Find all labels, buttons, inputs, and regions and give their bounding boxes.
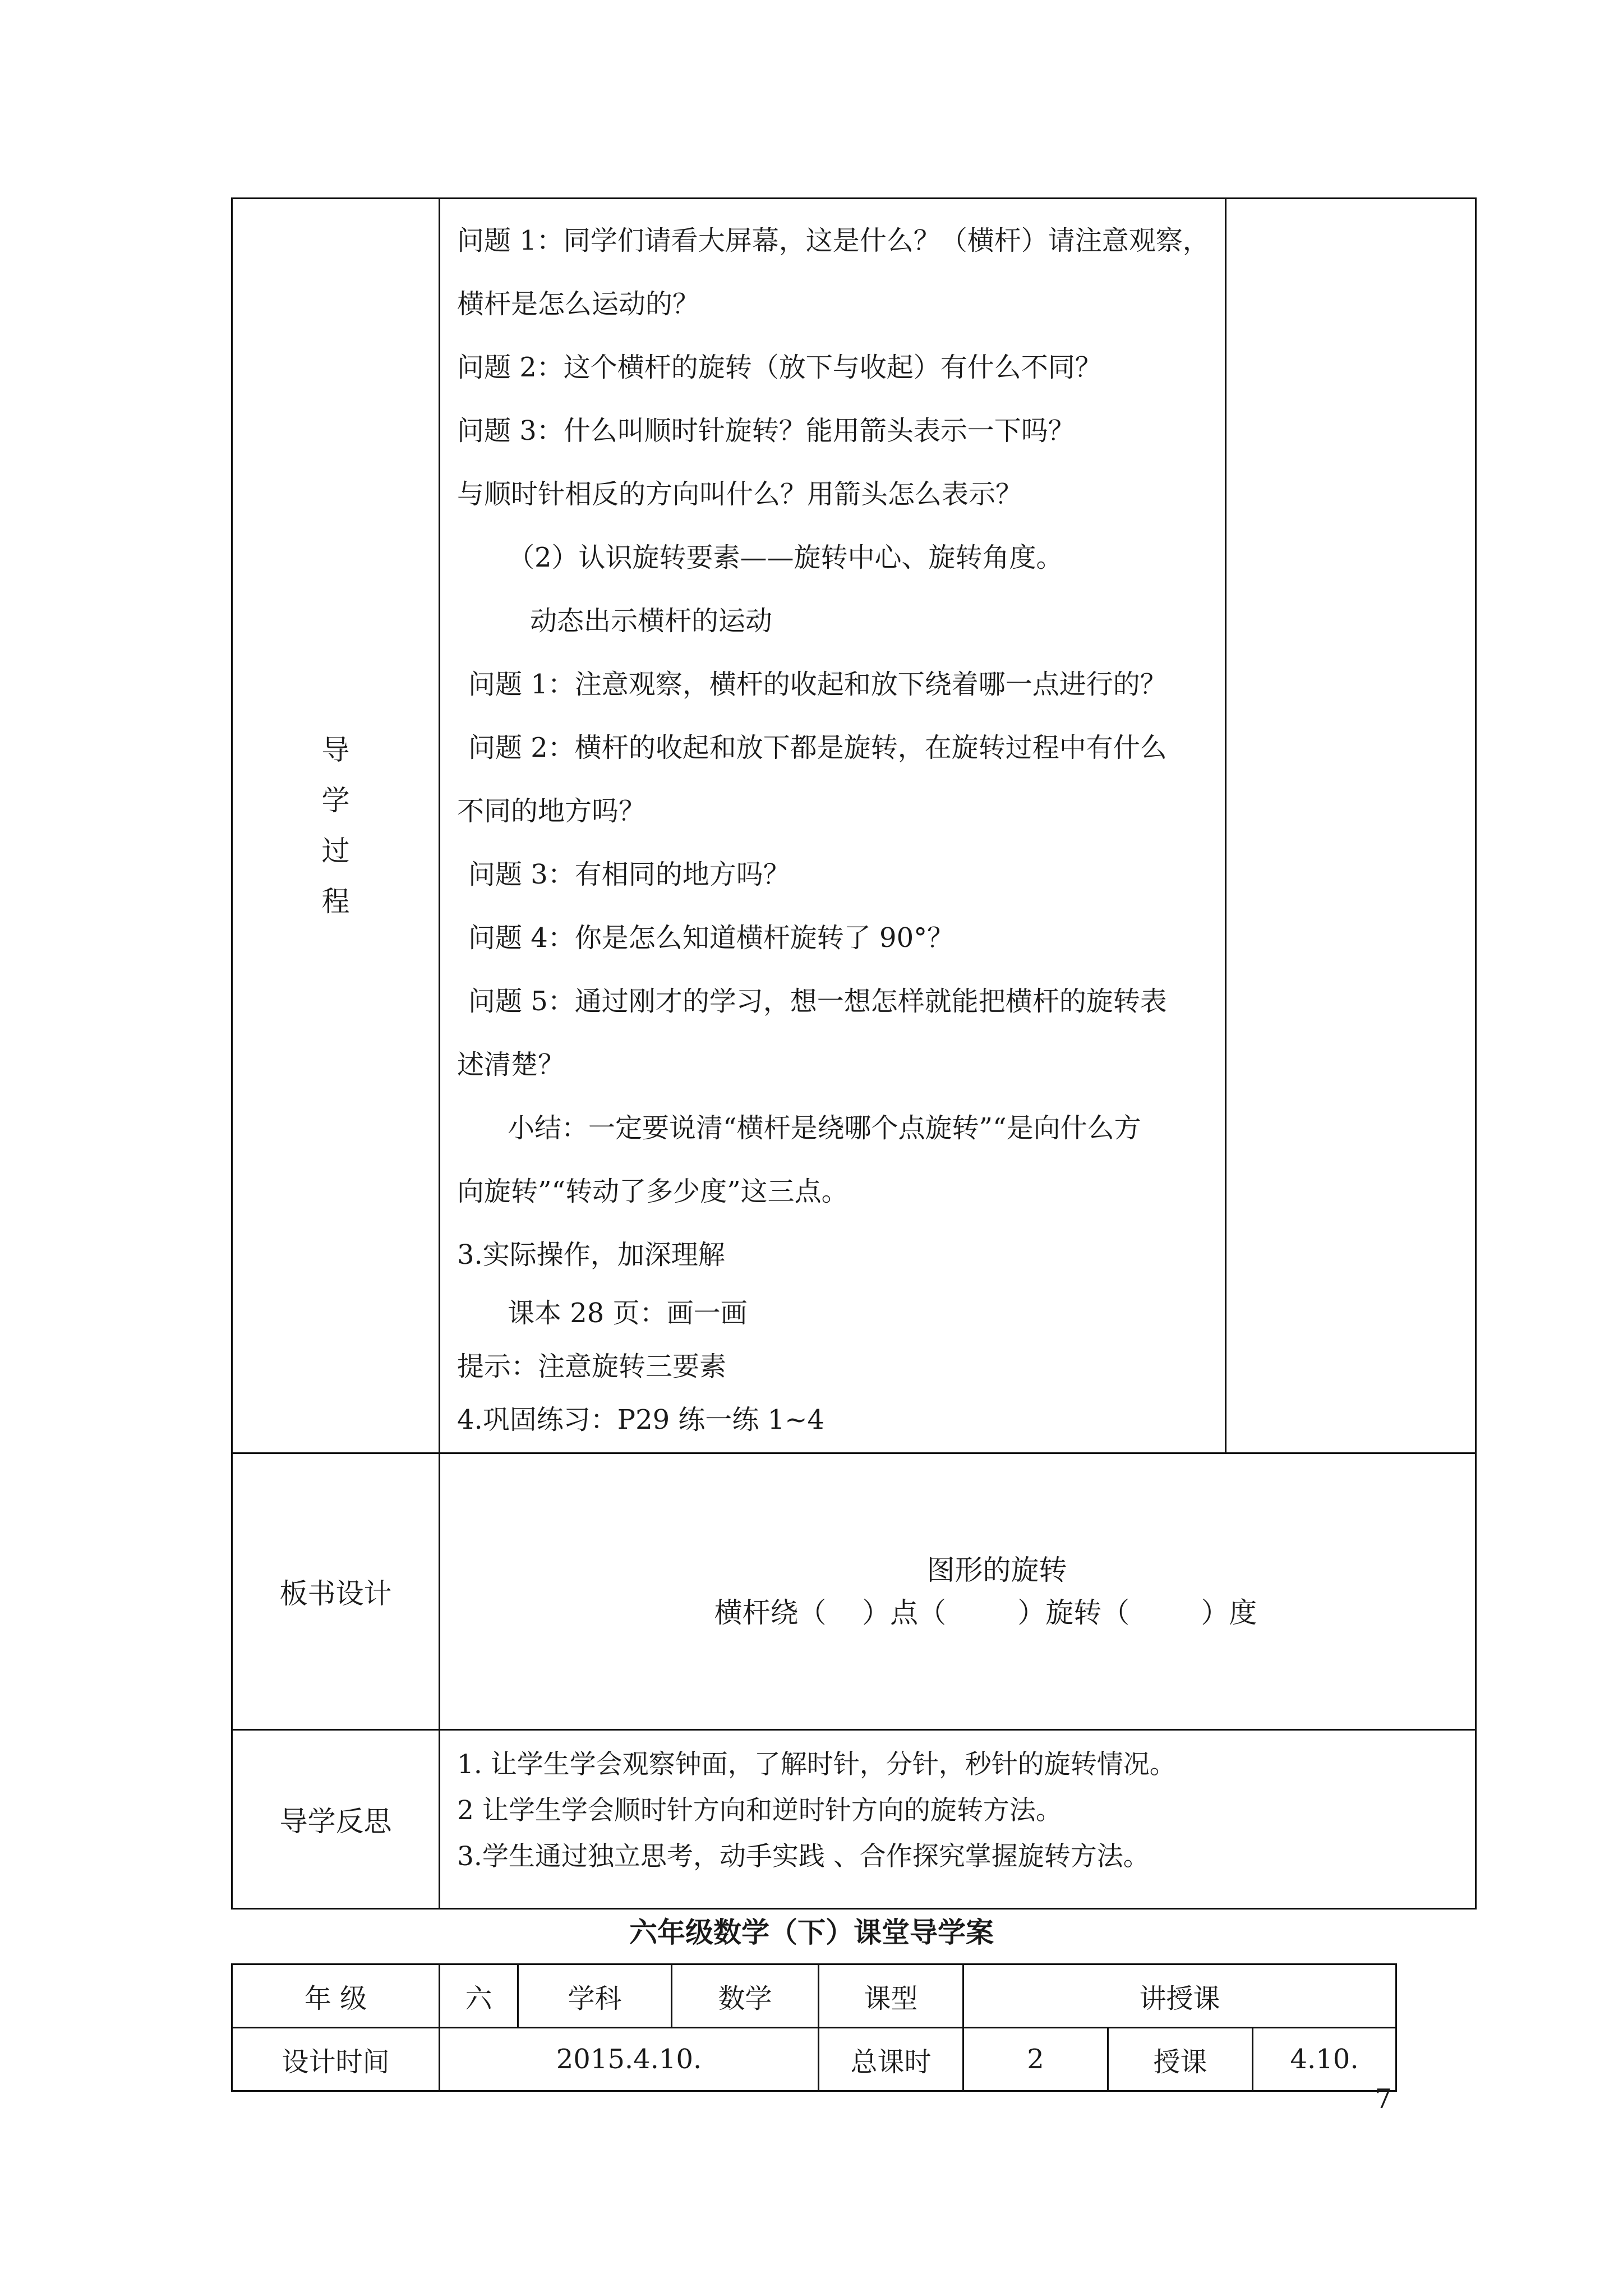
- process-line: 4.巩固练习：P29 练一练 1~4: [457, 1404, 824, 1435]
- process-line: 课本 28 页：画一画: [508, 1297, 748, 1329]
- process-line: 3.实际操作，加深理解: [457, 1239, 725, 1271]
- design-time-label: 设计时间: [232, 2028, 440, 2091]
- lesson-plan-table: [231, 197, 1477, 1910]
- board-content-cell: [440, 1453, 1476, 1730]
- process-line: 问题 4：你是怎么知道横杆旋转了 90°？: [468, 922, 955, 954]
- reflection-row: [232, 1730, 1476, 1909]
- process-line: 不同的地方吗？: [457, 795, 646, 827]
- lesson-type-label: 课型: [819, 1964, 963, 2028]
- process-label-char: 过: [321, 835, 350, 867]
- process-line: 小结：一定要说清“横杆是绕哪个点旋转”“是向什么方: [508, 1112, 1141, 1144]
- subject-label: 学科: [518, 1964, 672, 2028]
- reflection-line: 2 让学生学会顺时针方向和逆时针方向的旋转方法。: [457, 1795, 1062, 1826]
- process-line: 向旋转”“转动了多少度”这三点。: [457, 1176, 849, 1207]
- lesson-type-value: 讲授课: [963, 1964, 1396, 2028]
- board-label: 板书设计: [232, 1453, 440, 1730]
- process-line: 述清楚？: [457, 1049, 565, 1080]
- reflection-line: 1. 让学生学会观察钟面，了解时针，分针，秒针的旋转情况。: [457, 1749, 1176, 1780]
- process-row: [232, 199, 1476, 1453]
- process-content-cell: [440, 199, 1226, 1453]
- process-line: 横杆是怎么运动的？: [457, 288, 700, 320]
- process-line: 问题 1：注意观察，横杆的收起和放下绕着哪一点进行的？: [468, 669, 1167, 700]
- process-line: 问题 2：横杆的收起和放下都是旋转，在旋转过程中有什么: [468, 732, 1167, 763]
- second-page-title: 六年级数学（下）课堂导学案: [629, 1916, 994, 1949]
- board-formula: 横杆绕（ ）点（ ）旋转（ ）度: [714, 1596, 1257, 1629]
- reflection-line: 3.学生通过独立思考，动手实践 、合作探究掌握旋转方法。: [457, 1841, 1150, 1872]
- course-info-table: [231, 1963, 1397, 2092]
- process-label-cell: [232, 199, 440, 1453]
- board-row: [232, 1453, 1476, 1730]
- info-row-1: [232, 1964, 1396, 2028]
- process-label-char: 学: [321, 784, 350, 817]
- grade-label: 年 级: [232, 1964, 440, 2028]
- grade-value: 六: [440, 1964, 518, 2028]
- process-remark-cell: [1226, 199, 1476, 1453]
- info-row-2: [232, 2028, 1396, 2091]
- process-line: 动态出示横杆的运动: [530, 605, 773, 637]
- design-time-value: 2015.4.10.: [440, 2028, 819, 2091]
- process-label-char: 导: [321, 734, 350, 766]
- reflection-label: 导学反思: [232, 1730, 440, 1909]
- process-line: 问题 3：什么叫顺时针旋转？能用箭头表示一下吗？: [457, 415, 1075, 447]
- page-number: 7: [1375, 2083, 1392, 2115]
- process-line: 提示：注意旋转三要素: [457, 1351, 727, 1382]
- total-hours-value: 2: [963, 2028, 1108, 2091]
- board-title: 图形的旋转: [926, 1554, 1067, 1586]
- process-line: 问题 5：通过刚才的学习，想一想怎样就能把横杆的旋转表: [468, 986, 1167, 1017]
- process-line: 问题 2：这个横杆的旋转（放下与收起）有什么不同？: [457, 352, 1102, 383]
- teaching-date-value: 4.10.: [1253, 2028, 1396, 2091]
- subject-value: 数学: [672, 1964, 819, 2028]
- total-hours-label: 总课时: [819, 2028, 963, 2091]
- teaching-label: 授课: [1108, 2028, 1253, 2091]
- process-line: 问题 3：有相同的地方吗？: [468, 859, 790, 890]
- process-line: （2）认识旋转要素——旋转中心、旋转角度。: [508, 542, 1063, 573]
- reflection-content-cell: [440, 1730, 1476, 1909]
- process-label-char: 程: [321, 885, 350, 918]
- process-line: 与顺时针相反的方向叫什么？用箭头怎么表示？: [457, 478, 1023, 510]
- process-line: 问题 1：同学们请看大屏幕，这是什么？（横杆）请注意观察，: [457, 225, 1210, 256]
